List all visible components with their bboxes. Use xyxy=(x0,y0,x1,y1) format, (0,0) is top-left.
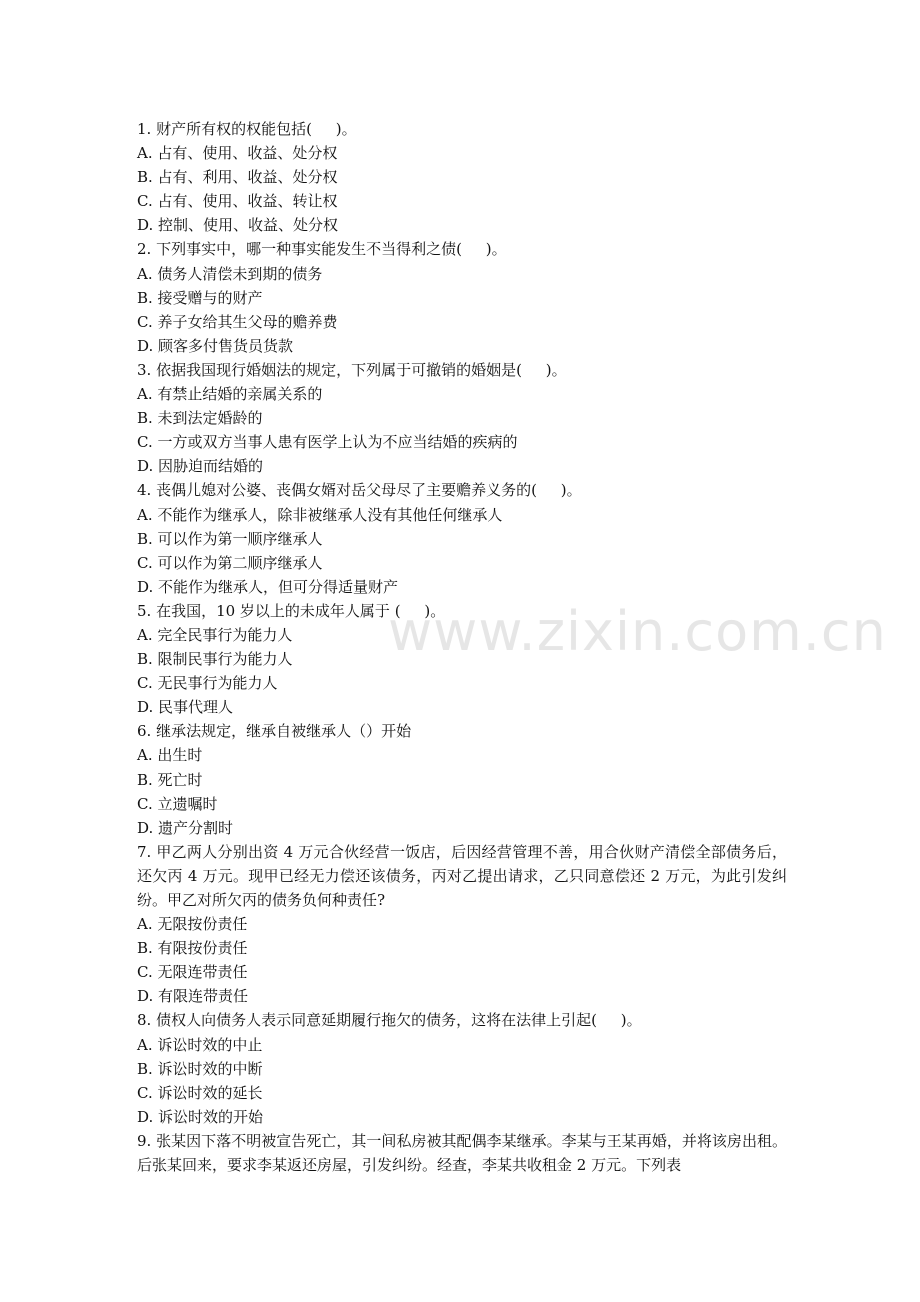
question-8 xyxy=(137,1008,787,1128)
option-c: C. 无限连带责任 xyxy=(137,963,248,982)
question-list xyxy=(137,117,787,1177)
option-d: D. 因胁迫而结婚的 xyxy=(137,457,264,476)
option-b: B. 未到法定婚龄的 xyxy=(137,409,263,428)
option-b: B. 接受赠与的财产 xyxy=(137,288,263,307)
option-d: D. 遗产分割时 xyxy=(137,818,234,837)
option-a: A. 无限按份责任 xyxy=(137,915,248,934)
question-6 xyxy=(137,719,787,839)
option-d: D. 民事代理人 xyxy=(137,698,234,717)
question-3 xyxy=(137,358,787,478)
question-1 xyxy=(137,117,787,237)
question-stem: 5. 在我国，10 岁以上的未成年人属于 ( )。 xyxy=(137,601,446,620)
question-7 xyxy=(137,840,787,1009)
question-stem: 1. 财产所有权的权能包括( )。 xyxy=(137,120,357,138)
question-stem: 9. 张某因下落不明被宣告死亡，其一间私房被其配偶李某继承。李某与王某再婚，并将该房出租。后张某回来，要求李某返还房屋，引发纠纷。经查，李某共收租金 2 万元。下列表 xyxy=(137,1131,787,1175)
option-a: A. 债务人清偿未到期的债务 xyxy=(137,264,323,283)
option-c: C. 占有、使用、收益、转让权 xyxy=(137,192,338,211)
option-d: D. 不能作为继承人，但可分得适量财产 xyxy=(137,577,399,596)
option-a: A. 有禁止结婚的亲属关系的 xyxy=(137,385,323,404)
option-d: D. 控制、使用、收益、处分权 xyxy=(137,216,339,235)
option-c: C. 无民事行为能力人 xyxy=(137,674,278,693)
question-5 xyxy=(137,599,787,719)
question-stem: 2. 下列事实中，哪一种事实能发生不当得利之债( )。 xyxy=(137,240,507,259)
option-a: A. 完全民事行为能力人 xyxy=(137,625,293,644)
option-a: A. 出生时 xyxy=(137,746,203,765)
question-stem: 3. 依据我国现行婚姻法的规定，下列属于可撤销的婚姻是( )。 xyxy=(137,360,567,379)
question-stem: 6. 继承法规定，继承自被继承人（）开始 xyxy=(137,722,412,741)
option-c: C. 一方或双方当事人患有医学上认为不应当结婚的疾病的 xyxy=(137,433,518,452)
question-2 xyxy=(137,237,787,357)
option-b: B. 占有、利用、收益、处分权 xyxy=(137,168,338,187)
option-c: C. 养子女给其生父母的赡养费 xyxy=(137,312,338,331)
option-b: B. 限制民事行为能力人 xyxy=(137,650,293,669)
option-b: B. 可以作为第一顺序继承人 xyxy=(137,529,323,548)
option-c: C. 可以作为第二顺序继承人 xyxy=(137,553,323,572)
watermark: www.zixin.com.cn xyxy=(388,600,887,663)
option-c: C. 诉讼时效的延长 xyxy=(137,1083,263,1102)
option-a: A. 占有、使用、收益、处分权 xyxy=(137,144,338,163)
question-stem: 7. 甲乙两人分别出资 4 万元合伙经营一饭店，后因经营管理不善，用合伙财产清偿全部债务后，还欠丙 4 万元。现甲已经无力偿还该债务，丙对乙提出请求，乙只同意偿还 2 万元，为此引发纠纷。甲乙对所欠丙的债务负何种责任? xyxy=(137,842,787,909)
question-stem: 8. 债权人向债务人表示同意延期履行拖欠的债务，这将在法律上引起( )。 xyxy=(137,1011,642,1030)
question-stem: 4. 丧偶儿媳对公婆、丧偶女婿对岳父母尽了主要赡养义务的( )。 xyxy=(137,481,582,500)
option-d: D. 有限连带责任 xyxy=(137,987,249,1006)
question-4 xyxy=(137,478,787,598)
option-b: B. 死亡时 xyxy=(137,770,203,789)
option-a: A. 不能作为继承人，除非被继承人没有其他任何继承人 xyxy=(137,505,503,524)
option-b: B. 诉讼时效的中断 xyxy=(137,1059,263,1078)
option-d: D. 诉讼时效的开始 xyxy=(137,1107,264,1126)
option-d: D. 顾客多付售货员货款 xyxy=(137,336,294,355)
question-9 xyxy=(137,1129,787,1177)
option-a: A. 诉讼时效的中止 xyxy=(137,1035,263,1054)
option-c: C. 立遗嘱时 xyxy=(137,794,218,813)
option-b: B. 有限按份责任 xyxy=(137,939,248,958)
